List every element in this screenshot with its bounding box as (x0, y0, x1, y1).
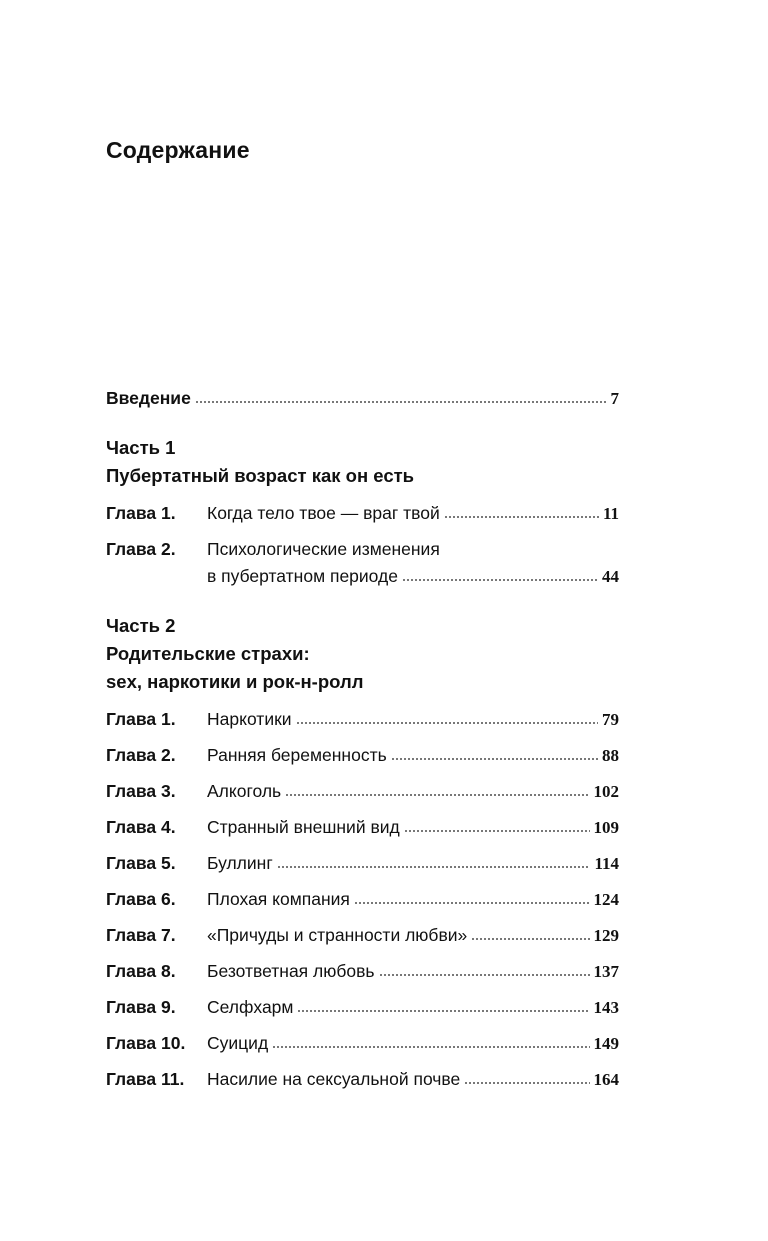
dot-leader (402, 578, 598, 582)
chapter-title: Наркотики (207, 709, 292, 729)
chapter-title: Безответная любовь (207, 961, 375, 981)
dot-leader (471, 937, 589, 941)
dot-leader (277, 865, 591, 869)
page-number: 129 (593, 926, 619, 945)
toc-entry-chapter[interactable] (106, 706, 619, 733)
chapter-label: Глава 10. (106, 1033, 186, 1053)
chapter-label: Глава 9. (106, 997, 176, 1017)
toc-entry-chapter[interactable] (106, 994, 619, 1021)
chapter-line (106, 1030, 619, 1057)
chapter-title: Алкоголь (207, 781, 282, 801)
part-heading-line: Родительские страхи: (106, 643, 310, 664)
page-number: 124 (593, 890, 619, 909)
page-number: 79 (602, 710, 619, 729)
dot-leader (391, 757, 598, 761)
toc-entry-chapter[interactable] (106, 742, 619, 769)
chapter-title: Селфхарм (207, 997, 294, 1017)
part-heading-line: Часть 1 (106, 437, 176, 458)
chapter-line (106, 1066, 619, 1093)
entry-title: Введение (106, 388, 191, 408)
toc-entry-chapter[interactable] (106, 1066, 619, 1093)
toc-entry-introduction[interactable] (106, 385, 619, 412)
page-number: 7 (610, 389, 619, 408)
chapter-title: Странный внешний вид (207, 817, 400, 837)
dot-leader (354, 901, 590, 905)
toc-entry-chapter[interactable] (106, 886, 619, 913)
toc-entry-chapter[interactable] (106, 1030, 619, 1057)
page-number: 109 (593, 818, 619, 837)
dot-leader (272, 1045, 589, 1049)
table-of-contents (106, 385, 619, 1102)
page-number: 44 (602, 567, 619, 586)
chapter-title: Плохая компания (207, 889, 350, 909)
dot-leader (285, 793, 589, 797)
part-heading-line: sex, наркотики и рок-н-ролл (106, 671, 364, 692)
chapter-label: Глава 6. (106, 889, 176, 909)
chapter-label: Глава 5. (106, 853, 176, 873)
dot-leader (444, 515, 599, 519)
chapter-label: Глава 3. (106, 781, 176, 801)
dot-leader (195, 400, 607, 404)
dot-leader (379, 973, 590, 977)
chapter-line (106, 958, 619, 985)
page-number: 137 (593, 962, 619, 981)
chapter-label: Глава 2. (106, 539, 176, 559)
page-number: 114 (594, 854, 619, 873)
page-number: 164 (593, 1070, 619, 1089)
dot-leader (404, 829, 590, 833)
toc-entry-chapter[interactable] (106, 922, 619, 949)
chapter-line (106, 500, 619, 527)
chapter-label: Глава 11. (106, 1069, 185, 1089)
chapter-title: «Причуды и странности любви» (207, 925, 468, 945)
page-number: 88 (602, 746, 619, 765)
toc-entry-chapter[interactable] (106, 500, 619, 527)
chapter-label: Глава 1. (106, 709, 176, 729)
part-heading (106, 434, 619, 490)
chapter-line (106, 814, 619, 841)
page-title: Содержание (106, 137, 250, 163)
dot-leader (464, 1081, 589, 1085)
chapter-continuation-line (106, 563, 619, 590)
chapter-title-line: Психологические изменения (207, 539, 440, 559)
toc-entry-chapter[interactable] (106, 814, 619, 841)
chapter-label: Глава 4. (106, 817, 176, 837)
chapter-label: Глава 1. (106, 503, 176, 523)
chapter-line (106, 742, 619, 769)
dot-leader (296, 721, 598, 725)
chapter-title: Ранняя беременность (207, 745, 387, 765)
chapter-title: Буллинг (207, 853, 273, 873)
chapter-line (106, 922, 619, 949)
toc-entry-chapter[interactable] (106, 850, 619, 877)
chapter-label: Глава 7. (106, 925, 176, 945)
page-number: 102 (593, 782, 619, 801)
toc-entry-chapter[interactable] (106, 778, 619, 805)
chapter-line (106, 886, 619, 913)
toc-entry-chapter[interactable] (106, 536, 619, 590)
page-number: 149 (593, 1034, 619, 1053)
chapter-first-line (106, 536, 619, 563)
chapter-line (106, 850, 619, 877)
chapter-title: Когда тело твое — враг твой (207, 503, 440, 523)
chapter-line (106, 706, 619, 733)
page-number: 143 (593, 998, 619, 1017)
dot-leader (297, 1009, 589, 1013)
chapter-title: Суицид (207, 1033, 269, 1053)
chapter-line (106, 778, 619, 805)
chapter-label: Глава 8. (106, 961, 176, 981)
chapter-label: Глава 2. (106, 745, 176, 765)
part-heading-line: Пубертатный возраст как он есть (106, 465, 415, 486)
chapter-title-line: в пубертатном периоде (207, 566, 398, 586)
toc-entry-chapter[interactable] (106, 958, 619, 985)
part-heading-line: Часть 2 (106, 615, 176, 636)
parts-container (106, 434, 619, 1093)
chapter-line (106, 994, 619, 1021)
chapter-title: Насилие на сексуальной почве (207, 1069, 461, 1089)
part-heading (106, 612, 619, 696)
page-number: 11 (602, 504, 619, 523)
